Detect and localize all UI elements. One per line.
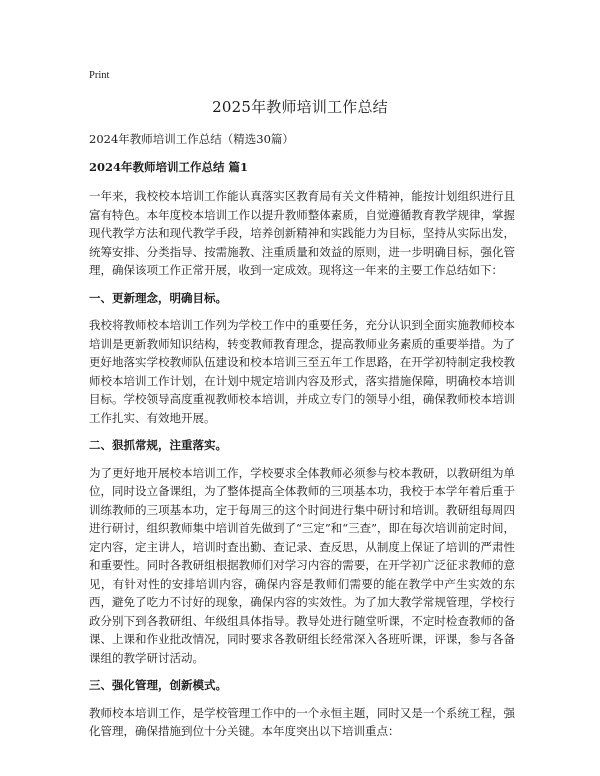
section-heading: 2024年教师培训工作总结 篇1 [89,159,249,174]
point-body-3: 教师校本培训工作，是学校管理工作中的一个永恒主题，同时又是一个系统工程，强化管理，确保措施到位十分关键。本年度突出以下培训重点： [89,705,515,738]
point-body-2: 为了更好地开展校本培训工作，学校要求全体教师必须参与校本教研，以教研组为单位，同时设立备课组，为了整体提高全体教师的三项基本功，我校于本学年着后重于训练教师的三项基本功，定于每周三的这个时间进行集中研讨和培训。教研组每周四进行研讨，组织教师集中培训首先做到了“三定”和“三查”，即在每次培训前定时间，定内容，定主讲人，培训时查出勤、查记录、查反思，从制度上保证了培训的严肃性和重要性。同时各教研组根据教师们对学习内容的需要，在开学初广泛征求教师的意见，有针对性的安排培训内容，确保内容是教师们需要的能在教学中产生实效的东西，避免了吃力不讨好的现象，确保内容的实效性。为了加大教学常规管理，学校行政分别下到各教研组、年级组具体指导。教导处进行随堂听课，不定时检查教师的备课、上课和作业批改情况，同时要求各教研组长经常深入各班听课，评课，参与各备课组的教学研讨活动。 [89,465,516,665]
document-subtitle: 2024年教师培训工作总结（精选30篇） [89,132,294,146]
document-body [89,130,515,750]
print-link[interactable]: Print [89,70,110,81]
point-heading-3: 三、强化管理，创新模式。 [89,678,227,692]
point-body-1: 我校将教师校本培训工作列为学校工作中的重要任务，充分认识到全面实施教师校本培训是更新教师知识结构，转变教师教育理念，提高教师业务素质的重要举措。为了更好地落实学校教师队伍建设和校本培训三至五年工作思路，在开学初特制定我校教师校本培训工作计划，在计划中规定培训内容及形式，落实措施保障，明确校本培训目标。学校领导高度重视教师校本培训，并成立专门的领导小组，确保教师校本培训工作扎实、有效地开展。 [89,318,515,425]
page-title: 2025年教师培训工作总结 [212,98,388,116]
point-heading-1: 一、更新理念，明确目标。 [89,290,227,305]
intro-paragraph: 一年来，我校校本培训工作能认真落实区教育局有关文件精神，能按计划组织进行且富有特色。本年度校本培训工作以提升教师整体素质，自觉遵循教育教学规律，掌握现代教学方法和现代教学手段，培养创新精神和实践能力为目标，坚持从实际出发，统筹安排、分类指导、按需施教、注重质量和效益的原则，进一步明确目标，强化管理，确保该项工作正常开展，收到一定成效。现将这一年来的主要工作总结如下： [89,189,515,277]
point-heading-2: 二、狠抓常规，注重落实。 [89,438,227,452]
